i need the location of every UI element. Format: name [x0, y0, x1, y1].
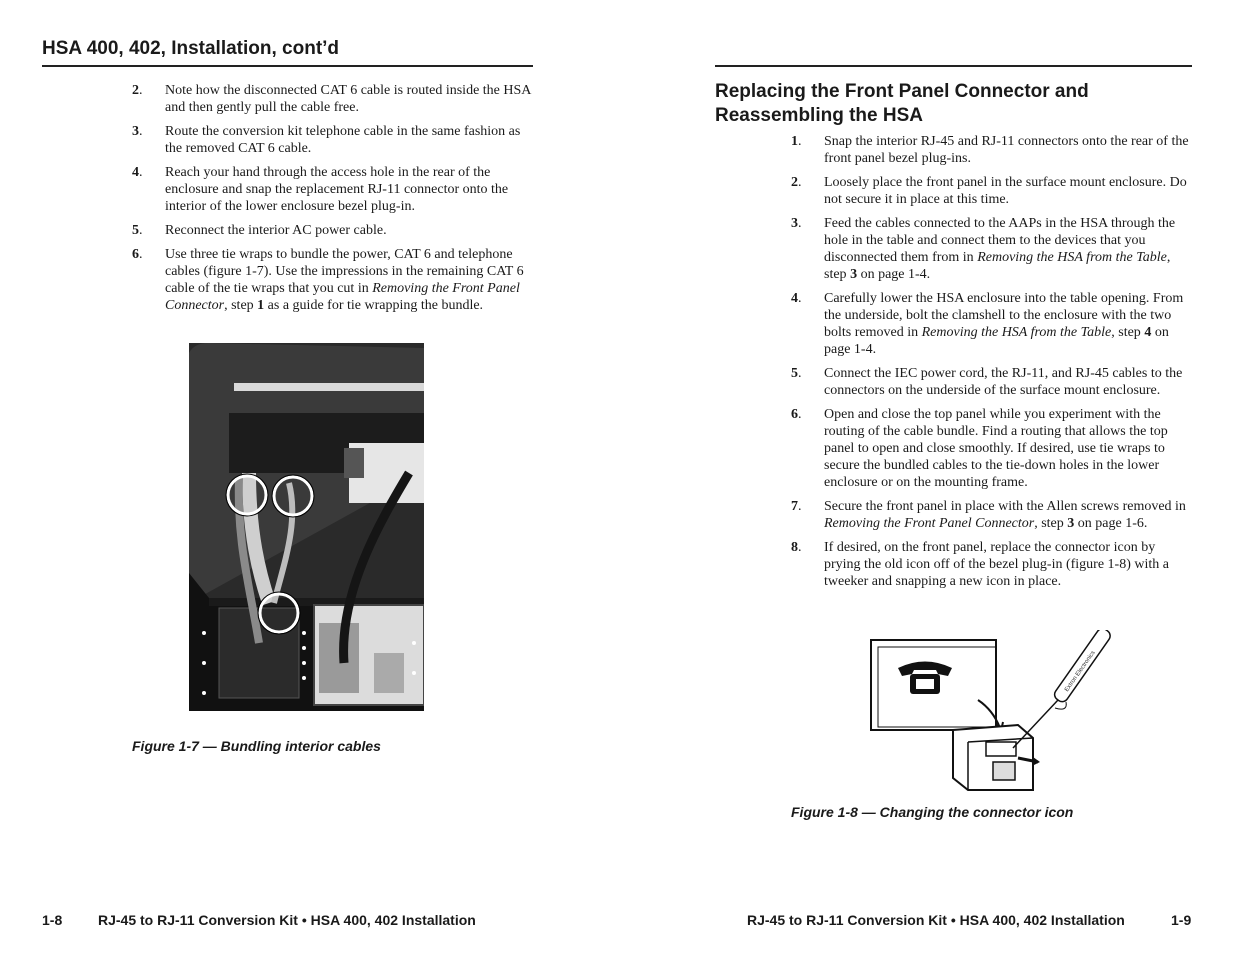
step-number: 4 . — [791, 290, 802, 307]
step-item — [132, 222, 532, 239]
step-item — [791, 174, 1193, 208]
step-item — [791, 498, 1193, 532]
step-number: 3 . — [791, 215, 802, 232]
header-rule-right — [715, 65, 1192, 67]
step-text: Route the conversion kit telephone cable in the same fashion as the removed CAT 6 cable. — [165, 124, 521, 156]
step-number: 2 . — [791, 174, 802, 191]
step-text: Loosely place the front panel in the surface mount enclosure. Do not secure it in place at this time. — [824, 175, 1187, 207]
footer-left-text: RJ-45 to RJ-11 Conversion Kit • HSA 400, 402 Installation — [98, 912, 476, 928]
step-text: Reach your hand through the access hole in the rear of the enclosure and snap the replacement RJ-11 connector onto the interior of the lower enclosure bezel plug-in. — [165, 165, 509, 214]
bundling-cables-photo — [189, 343, 424, 711]
step-number: 3 . — [132, 123, 143, 140]
step-item — [132, 246, 532, 314]
step-text: Secure the front panel in place with the Allen screws removed in Removing the Front Panel Connector, step 3 on page 1-6. — [824, 499, 1186, 531]
step-number: 1 . — [791, 133, 802, 150]
step-number: 8 . — [791, 539, 802, 556]
connector-icon-figure — [868, 630, 1118, 798]
step-text: Snap the interior RJ-45 and RJ-11 connectors onto the rear of the front panel bezel plug-ins. — [824, 134, 1189, 166]
step-number: 2 . — [132, 82, 143, 99]
step-item — [791, 133, 1193, 167]
header-rule-left — [42, 65, 533, 67]
footer-left-page-number: 1-8 — [42, 912, 63, 928]
footer-right-page-number: 1-9 — [1171, 912, 1192, 928]
step-number: 4 . — [132, 164, 143, 181]
figure-1-7-caption: Figure 1-7 — Bundling interior cables — [132, 738, 381, 754]
step-text: If desired, on the front panel, replace the connector icon by prying the old icon off of the bezel plug-in (figure 1-8) with a tweeker and snapping a new icon in place. — [824, 540, 1169, 589]
right-steps-list — [791, 133, 1193, 597]
section-title: Replacing the Front Panel Connector and Reassembling the HSA — [715, 81, 1089, 126]
step-number: 5 . — [791, 365, 802, 382]
step-text: Reconnect the interior AC power cable. — [165, 223, 387, 238]
step-item — [791, 365, 1193, 399]
figure-1-8-caption: Figure 1-8 — Changing the connector icon — [791, 804, 1074, 820]
step-text: Open and close the top panel while you experiment with the routing of the cable bundle. Find a routing that allows the top panel to open and close smoothly. If desired, use tie wraps to secure the bundled cables to the tie-down holes in the lower enclosure or on the mounting frame. — [824, 407, 1168, 490]
step-text: Carefully lower the HSA enclosure into the table opening. From the underside, bolt the clamshell to the enclosure with the two bolts removed in Removing the HSA from the Table, step 4 on page 1-4. — [824, 291, 1184, 357]
left-steps-list — [132, 82, 532, 321]
step-number: 6 . — [791, 406, 802, 423]
step-number: 7 . — [791, 498, 802, 515]
step-text: Feed the cables connected to the AAPs in the HSA through the hole in the table and connect them to the devices that you disconnected them from in Removing the HSA from the Table, step 3 on page 1-4. — [824, 216, 1176, 282]
step-text: Use three tie wraps to bundle the power, CAT 6 and telephone cables (figure 1-7). Use the impressions in the remaining CAT 6 cable of the tie wraps that you cut in Removing the Front Panel Connector, step 1 as a guide for tie wrapping the bundle. — [165, 247, 524, 313]
step-item — [791, 215, 1193, 283]
step-number: 5 . — [132, 222, 143, 239]
footer-right-text: RJ-45 to RJ-11 Conversion Kit • HSA 400, 402 Installation — [747, 912, 1125, 928]
step-item — [132, 164, 532, 215]
step-item — [791, 406, 1193, 491]
step-number: 6 . — [132, 246, 143, 263]
step-item — [132, 123, 532, 157]
step-item — [791, 539, 1193, 590]
tool-label: Extron Electronics — [1064, 649, 1097, 694]
step-item — [791, 290, 1193, 358]
page-header-left: HSA 400, 402, Installation, cont’d — [42, 38, 340, 59]
step-text: Note how the disconnected CAT 6 cable is routed inside the HSA and then gently pull the cable free. — [165, 83, 531, 115]
step-text: Connect the IEC power cord, the RJ-11, and RJ-45 cables to the connectors on the underside of the surface mount enclosure. — [824, 366, 1183, 398]
step-item — [132, 82, 532, 116]
